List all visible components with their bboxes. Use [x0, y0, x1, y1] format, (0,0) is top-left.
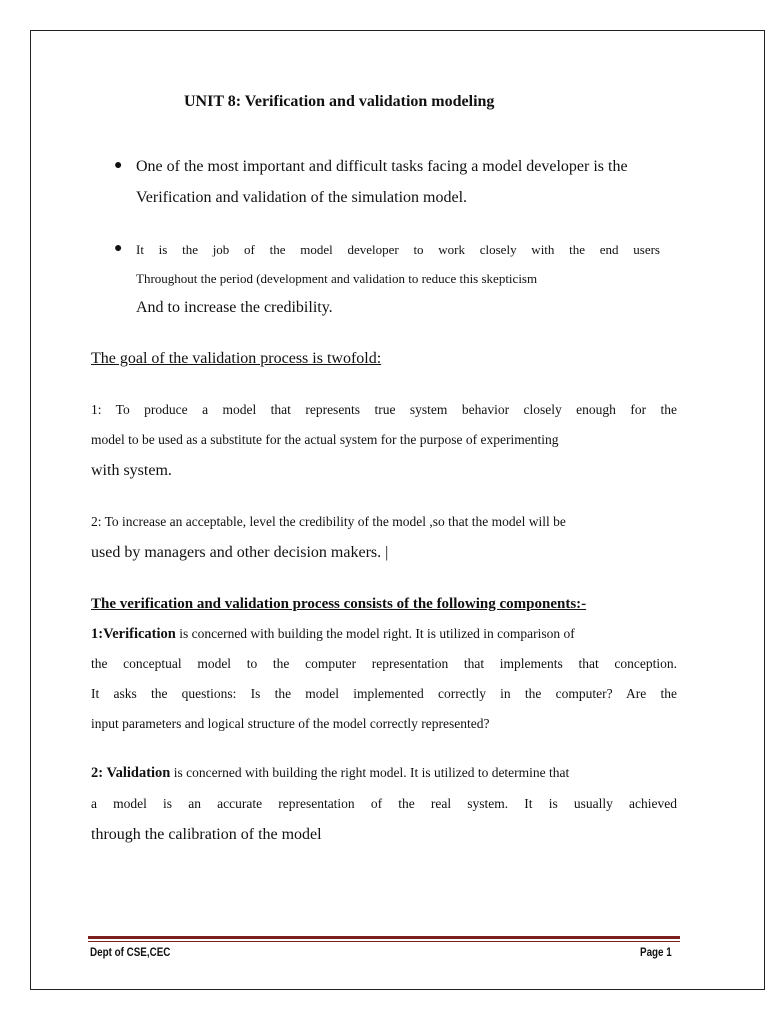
- validation-line-3: through the calibration of the model: [91, 826, 322, 843]
- goal-1-line-2: model to be used as a substitute for the actual system for the purpose of experimenting: [91, 432, 559, 447]
- validation-line-2: a model is an accurate representation of the real system. It is usually achieved: [91, 796, 677, 811]
- validation-line-1: [91, 765, 569, 782]
- verification-label: 1:Verification: [91, 626, 176, 642]
- bullet-2-line-2: Throughout the period (development and validation to reduce this skepticism: [136, 271, 538, 286]
- goal-2-line-2: used by managers and other decision makers. |: [91, 544, 389, 561]
- goal-1-line-3: with system.: [91, 462, 172, 479]
- verification-text-1: is concerned with building the model right. It is utilized in comparison of: [175, 626, 575, 641]
- bullet-dot: ●: [114, 241, 123, 256]
- validation-label: 2: Validation: [91, 765, 171, 781]
- verification-line-2: the conceptual model to the computer representation that implements that conception.: [91, 656, 677, 671]
- goal-2-line-1: 2: To increase an acceptable, level the credibility of the model ,so that the model will be: [91, 514, 566, 529]
- footer-department: Dept of CSE,CEC: [90, 945, 171, 959]
- page-title: UNIT 8: Verification and validation modeling: [184, 93, 495, 110]
- bullet-dot: ●: [114, 158, 123, 173]
- bullet-1-line-2: Verification and validation of the simulation model.: [136, 189, 468, 206]
- goal-1-line-1: 1: To produce a model that represents true system behavior closely enough for the: [91, 402, 677, 417]
- footer-rule-thin: [88, 941, 680, 942]
- vv-heading: The verification and validation process consists of the following components:-: [91, 596, 587, 612]
- footer-page-number: Page 1: [640, 945, 672, 959]
- verification-line-1: [91, 626, 575, 643]
- goal-heading: The goal of the validation process is twofold:: [91, 350, 382, 367]
- verification-line-4: input parameters and logical structure of the model correctly represented?: [91, 716, 490, 731]
- bullet-2-line-3: And to increase the credibility.: [136, 299, 333, 316]
- verification-line-3: It asks the questions: Is the model implemented correctly in the computer? Are the: [91, 686, 677, 701]
- bullet-2-line-1: It is the job of the model developer to work closely with the end users: [136, 242, 660, 257]
- bullet-1-line-1: One of the most important and difficult tasks facing a model developer is the: [136, 158, 628, 175]
- footer-rule: [88, 936, 680, 939]
- validation-text-1: is concerned with building the right model. It is utilized to determine that: [170, 765, 570, 780]
